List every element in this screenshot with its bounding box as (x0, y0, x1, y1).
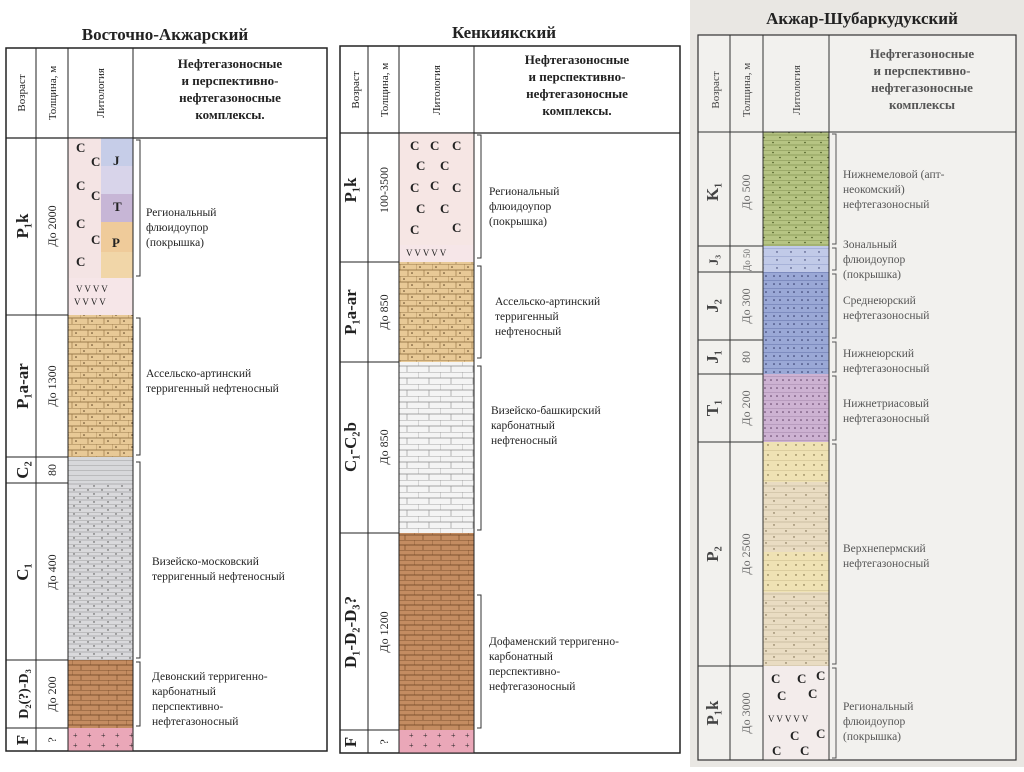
svg-text:флюидоупор: флюидоупор (146, 222, 209, 234)
svg-text:C: C (440, 158, 450, 173)
svg-text:терригенный нефтеносный: терригенный нефтеносный (146, 383, 279, 395)
section-title: Кенкиякский (451, 23, 557, 42)
svg-text:флюидоупор: флюидоупор (843, 254, 906, 266)
section-akzhar-shubarkuduk (690, 0, 1024, 767)
svg-text:карбонатный: карбонатный (491, 420, 555, 432)
svg-text:перспективно-: перспективно- (152, 701, 224, 713)
svg-text:флюидоупор: флюидоупор (843, 716, 906, 728)
svg-text:нефтегазоносные: нефтегазоносные (526, 86, 628, 101)
unit-age: D₂(?)-D₃ (17, 669, 32, 719)
svg-text:C: C (430, 178, 440, 193)
svg-text:комплексы: комплексы (888, 97, 956, 112)
unit-thickness: До 850 (377, 294, 391, 330)
unit-age: F (341, 736, 360, 748)
svg-text:C: C (430, 138, 440, 153)
svg-text:V V V V: V V V V (76, 284, 108, 294)
svg-text:C: C (76, 140, 86, 155)
svg-text:C: C (410, 222, 420, 237)
svg-text:нефтегазоносный: нефтегазоносный (843, 199, 930, 211)
svg-text:Девонский терригенно-: Девонский терригенно- (152, 671, 268, 683)
unit-age: K₁ (703, 182, 722, 202)
unit-age: F (13, 734, 32, 746)
svg-text:C: C (800, 743, 810, 758)
svg-text:нефтегазоносный: нефтегазоносный (843, 558, 930, 570)
svg-text:нефтегазоносный: нефтегазоносный (843, 310, 930, 322)
header-age: Возраст (710, 71, 722, 109)
svg-text:карбонатный: карбонатный (152, 686, 216, 698)
svg-text:C: C (777, 688, 787, 703)
section-kenkiyak (340, 23, 680, 753)
svg-text:Нижнетриасовый: Нижнетриасовый (843, 398, 930, 410)
svg-text:C: C (816, 668, 826, 683)
svg-text:V V V V V: V V V V V (406, 248, 447, 258)
complex-label (843, 239, 905, 281)
svg-text:флюидоупор: флюидоупор (489, 201, 552, 213)
svg-text:V V V V: V V V V (74, 297, 106, 307)
svg-text:C: C (772, 743, 782, 758)
svg-text:C: C (452, 180, 462, 195)
svg-text:комплексы.: комплексы. (542, 103, 612, 118)
unit-age: C₁ (13, 563, 32, 581)
svg-text:Ассельско-артинский: Ассельско-артинский (495, 296, 601, 308)
header-thickness: Толщина, м (741, 62, 753, 118)
svg-text:(покрышка): (покрышка) (489, 216, 547, 228)
svg-text:Нефтегазоносные: Нефтегазоносные (524, 52, 630, 67)
lith-symbol-j: J (113, 153, 120, 168)
svg-text:C: C (790, 728, 800, 743)
svg-text:(покрышка): (покрышка) (843, 269, 901, 281)
svg-text:C: C (452, 220, 462, 235)
svg-text:перспективно-: перспективно- (489, 666, 561, 678)
lith-symbol-t: T (113, 199, 122, 214)
svg-text:C: C (91, 154, 101, 169)
unit-thickness: До 200 (739, 390, 753, 426)
svg-text:нефтегазоносный: нефтегазоносный (843, 413, 930, 425)
unit-age: T₁ (703, 399, 722, 417)
unit-thickness: До 200 (45, 676, 59, 712)
svg-text:Региональный: Региональный (843, 701, 914, 713)
svg-text:Зональный: Зональный (843, 239, 897, 251)
svg-text:и перспективно-: и перспективно- (873, 63, 971, 78)
header-age: Возраст (350, 71, 362, 109)
unit-thickness: До 300 (739, 288, 753, 324)
svg-text:и перспективно-: и перспективно- (181, 73, 279, 88)
svg-text:C: C (416, 201, 426, 216)
svg-text:нефтегазоносный: нефтегазоносный (843, 363, 930, 375)
svg-text:нефтеносный: нефтеносный (491, 435, 558, 447)
lithology-column (399, 133, 474, 753)
svg-text:V V V V V: V V V V V (768, 714, 809, 724)
unit-thickness: ? (45, 737, 59, 743)
unit-thickness: 80 (45, 464, 59, 476)
header-lithology: Литология (791, 65, 803, 115)
svg-text:нефтегазоносный: нефтегазоносный (152, 716, 239, 728)
svg-text:терригенный: терригенный (495, 311, 559, 323)
svg-text:Региональный: Региональный (146, 207, 217, 219)
header-lithology: Литология (431, 65, 443, 115)
unit-thickness: 80 (739, 351, 753, 363)
svg-text:нефтеносный: нефтеносный (495, 326, 562, 338)
svg-text:Нижнемеловой (апт-: Нижнемеловой (апт- (843, 169, 945, 181)
svg-text:C: C (808, 686, 818, 701)
svg-text:C: C (771, 671, 781, 686)
svg-text:Верхнепермский: Верхнепермский (843, 543, 926, 555)
svg-text:(покрышка): (покрышка) (843, 731, 901, 743)
unit-age: D₁-D₂-D₃? (341, 596, 360, 668)
section-title: Акжар-Шубаркудукский (766, 9, 958, 28)
svg-text:C: C (797, 671, 807, 686)
svg-text:C: C (410, 180, 420, 195)
unit-thickness: До 850 (377, 429, 391, 465)
unit-age: C₁-C₂b (341, 422, 360, 472)
unit-age: P₁k (341, 177, 360, 203)
unit-thickness: До 2500 (739, 533, 753, 575)
unit-age: J₁ (703, 350, 722, 364)
svg-text:терригенный нефтеносный: терригенный нефтеносный (152, 571, 285, 583)
unit-thickness: ? (377, 739, 391, 745)
svg-text:C: C (76, 178, 86, 193)
unit-age: P₁a-ar (341, 289, 360, 335)
unit-thickness: До 1300 (45, 365, 59, 407)
svg-text:Нижнеюрский: Нижнеюрский (843, 348, 915, 360)
svg-text:Нефтегазоносные: Нефтегазоносные (177, 56, 283, 71)
unit-age: J₂ (703, 299, 722, 313)
svg-text:C: C (816, 726, 826, 741)
unit-thickness: До 400 (45, 554, 59, 590)
svg-text:C: C (410, 138, 420, 153)
section-title: Восточно-Акжарский (81, 25, 249, 44)
unit-thickness: 100-3500 (377, 167, 391, 213)
unit-age: P₁k (13, 213, 32, 239)
header-thickness: Толщина, м (379, 62, 391, 118)
header-age: Возраст (16, 74, 28, 112)
unit-thickness: До 1200 (377, 611, 391, 653)
svg-text:неокомский): неокомский) (843, 184, 905, 196)
unit-age: P₁a-ar (13, 363, 32, 409)
lith-symbol-p: P (112, 235, 120, 250)
header-lithology: Литология (95, 68, 107, 118)
lithology-column (763, 132, 829, 760)
unit-thickness: До 500 (739, 174, 753, 210)
svg-text:C: C (91, 232, 101, 247)
svg-text:C: C (440, 201, 450, 216)
header-thickness: Толщина, м (47, 65, 59, 121)
svg-text:C: C (452, 138, 462, 153)
unit-age: C₂ (13, 461, 32, 479)
svg-text:C: C (76, 216, 86, 231)
section-east-akzhar (6, 25, 327, 751)
svg-text:Среднеюрский: Среднеюрский (843, 295, 916, 307)
svg-text:Нефтегазоносные: Нефтегазоносные (869, 46, 975, 61)
unit-age: P₂ (703, 546, 722, 562)
svg-text:нефтегазоносный: нефтегазоносный (489, 681, 576, 693)
lithology-column (68, 138, 133, 751)
svg-text:C: C (91, 188, 101, 203)
svg-text:нефтегазоносные: нефтегазоносные (871, 80, 973, 95)
svg-text:Визейско-башкирский: Визейско-башкирский (491, 405, 601, 417)
svg-text:и перспективно-: и перспективно- (528, 69, 626, 84)
svg-text:Дофаменский терригенно-: Дофаменский терригенно- (489, 636, 619, 648)
unit-thickness: До 3000 (739, 692, 753, 734)
unit-thickness: До 50 (742, 249, 752, 271)
svg-text:нефтегазоносные: нефтегазоносные (179, 90, 281, 105)
unit-age: P₁k (703, 700, 722, 726)
svg-text:Визейско-московский: Визейско-московский (152, 556, 259, 568)
svg-text:карбонатный: карбонатный (489, 651, 553, 663)
svg-text:Ассельско-артинский: Ассельско-артинский (146, 368, 252, 380)
svg-text:(покрышка): (покрышка) (146, 237, 204, 249)
unit-thickness: До 2000 (45, 205, 59, 247)
svg-text:комплексы.: комплексы. (195, 107, 265, 122)
svg-text:C: C (416, 158, 426, 173)
svg-text:Региональный: Региональный (489, 186, 560, 198)
unit-age: J₃ (706, 254, 721, 266)
svg-text:C: C (76, 254, 86, 269)
